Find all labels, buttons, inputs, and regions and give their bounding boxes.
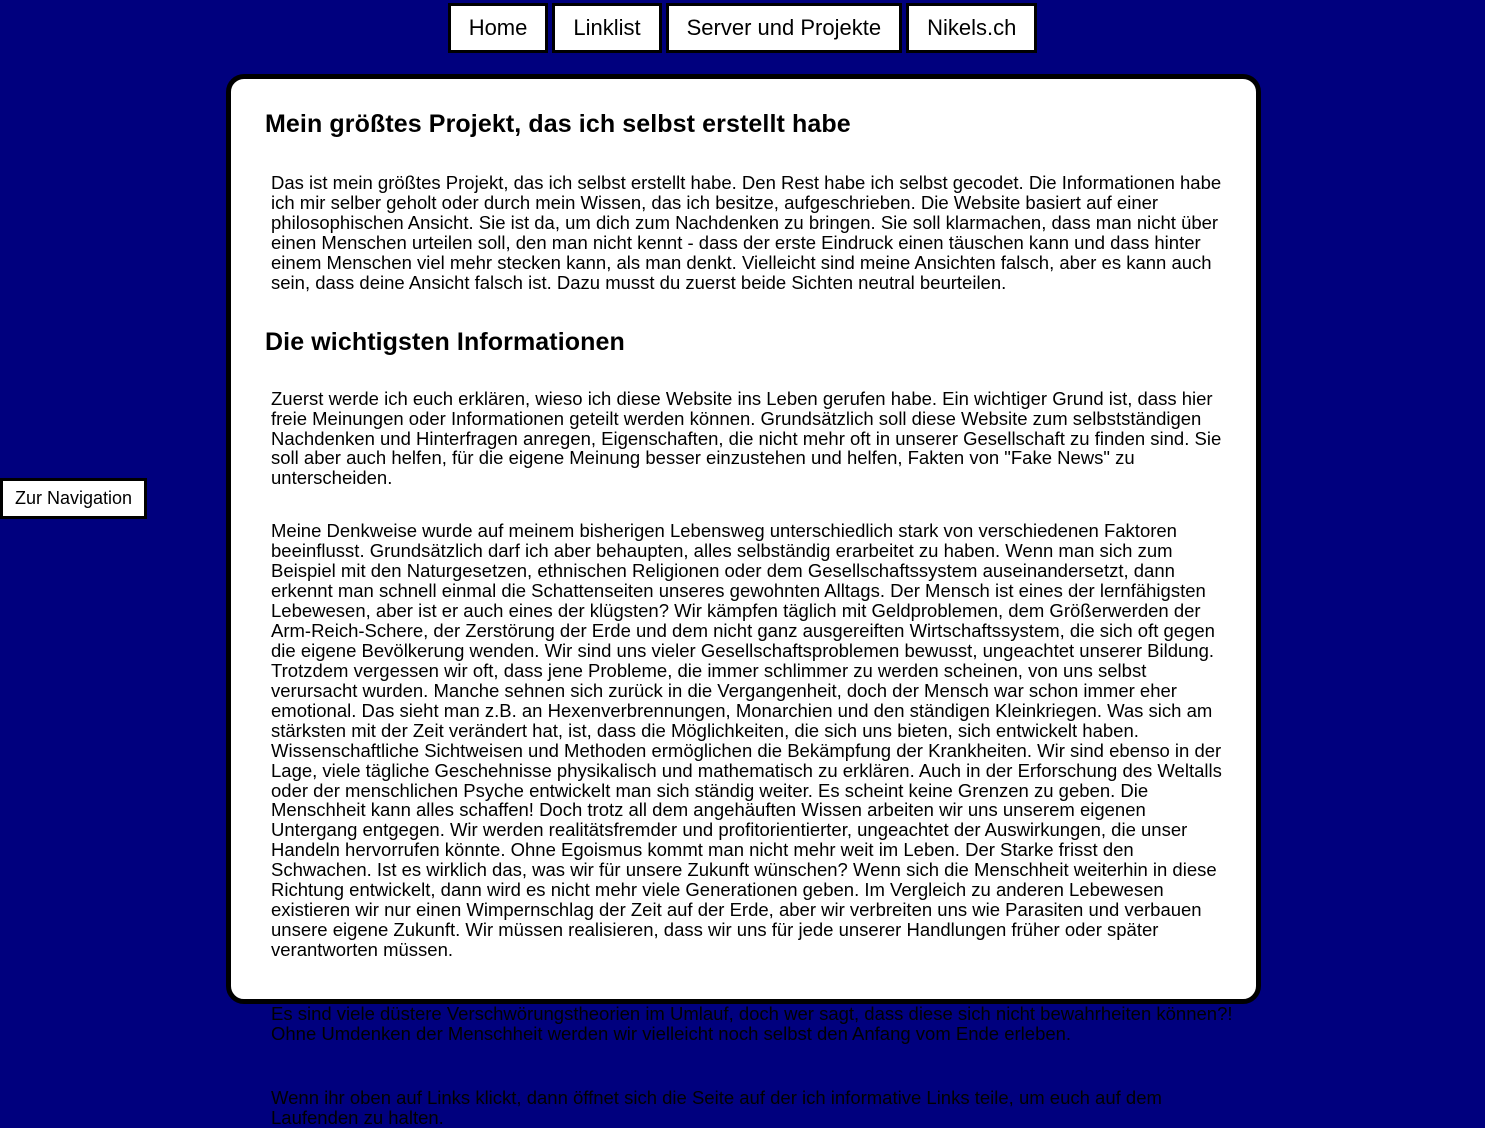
paragraph-1: Zuerst werde ich euch erklären, wieso ich diese Website ins Leben gerufen habe. Ein wichtiger Grund ist, dass hier freie Meinungen oder Informationen geteilt werden können. Grundsätzlich soll diese Website zum selbstständigen Nachdenken und Hinterfragen anregen, Eigenschaften, die nicht mehr oft in unserer Gesellschaft zu finden sind. Sie soll aber auch helfen, für die eigene Meinung besser einzustehen und helfen, Fakten von "Fake News" zu unterscheiden. <box>271 387 1222 489</box>
spacer <box>253 1044 1234 1088</box>
page-title: Mein größtes Projekt, das ich selbst erstellt habe <box>265 110 851 138</box>
spacer <box>253 357 1234 389</box>
nav-item-label: Linklist <box>573 14 641 40</box>
spacer <box>253 960 1234 1004</box>
paragraph-3: Es sind viele düstere Verschwörungstheorien im Umlauf, doch wer sagt, dass diese sich nicht bewahrheiten können?! Ohne Umdenken der Menschheit werden wir vielleicht noch selbst den Anfang vom Ende erleben. <box>271 1002 1233 1044</box>
content-card-inner <box>253 109 1234 1128</box>
spacer <box>253 488 1234 521</box>
paragraph-4: Wenn ihr oben auf Links klickt, dann öffnet sich die Seite auf der ich informative Links teile, um euch auf dem Laufenden zu halten. <box>271 1086 1162 1128</box>
nav-item-home[interactable] <box>448 3 549 53</box>
nav-item-label: Home <box>468 14 528 40</box>
paragraph-2: Meine Denkweise wurde auf meinem bisherigen Lebensweg unterschiedlich stark von verschiedenen Faktoren beeinflusst. Grundsätzlich darf ich aber behaupten, alles selbständig erarbeitet zu haben. Wenn man sich zum Beispiel mit den Naturgesetzen, ethnischen Religionen oder dem Gesellschaftssystem auseinandersetzt, dann erkennt man schnell einmal die Schattenseiten unseres gewohnten Alltags. Der Mensch ist eines der lernfähigsten Lebewesen, aber ist er auch eines der klügsten? Wir kämpfen täglich mit Geldproblemen, dem Größerwerden der Arm-Reich-Schere, der Zerstörung der Erde und dem nicht ganz ausgereiften Wirtschaftssystem, die sich oft gegen die eigene Bevölkerung wenden. Wir sind uns vieler Gesellschaftsproblemen bewusst, ungeachtet unserer Bildung. Trotzdem vergessen wir oft, dass jene Probleme, die immer schlimmer zu werden scheinen, von uns selbst verursacht wurden. Manche sehnen sich zurück in die Vergangenheit, doch der Mensch war schon immer eher emotional. Das sieht man z.B. an Hexenverbrennungen, Monarchien und den ständigen Kleinkriegen. Was sich am stärksten mit der Zeit verändert hat, ist, dass die Möglichkeiten, die sich uns bieten, sich entwickelt haben. Wissenschaftliche Sichtweisen und Methoden ermöglichen die Bekämpfung der Krankheiten. Wir sind ebenso in der Lage, viele tägliche Geschehnisse physikalisch und mathematisch zu erklären. Auch in der Erforschung des Weltalls oder der menschlichen Psyche entwickelt man sich ständig weiter. Es scheint keine Grenzen zu geben. Die Menschheit kann alles schaffen! Doch trotz all dem angehäuften Wissen arbeiten wir uns unserem eigenen Untergang entgegen. Wir werden realitätsfremder und profitorientierter, ungeachtet der Auswirkungen, die unser Handeln hervorrufen könnte. Ohne Egoismus kommt man nicht mehr weit im Leben. Der Starke frisst den Schwachen. Ist es wirklich das, was wir für unsere Zukunft wünschen? Wenn sich die Menschheit weiterhin in diese Richtung entwickelt, dann wird es nicht mehr viele Generationen geben. Im Vergleich zu anderen Lebewesen existieren wir nur einen Wimpernschlag der Zeit auf der Erde, aber wir verbreiten uns wie Parasiten und verbauen unsere eigene Zukunft. Wir müssen realisieren, dass wir uns für jede unserer Handlungen früher oder später verantworten müssen. <box>271 520 1222 960</box>
nav-item-linklist[interactable] <box>552 3 661 53</box>
nav-item-label: Nikels.ch <box>927 14 1017 40</box>
main-navigation <box>0 3 1485 53</box>
zur-navigation-label: Zur Navigation <box>15 488 133 508</box>
nav-item-nikels-ch[interactable] <box>906 3 1037 53</box>
nav-item-server-und-projekte[interactable] <box>666 3 902 53</box>
content-card <box>226 74 1261 1128</box>
intro-paragraph: Das ist mein größtes Projekt, das ich selbst erstellt habe. Den Rest habe ich selbst gecodet. Die Informationen habe ich mir selber geholt oder durch mein Wissen, das ich besitze, aufgeschrieben. Die Website basiert auf einer philosophischen Ansicht. Sie ist da, um dich zum Nachdenken zu bringen. Sie soll klarmachen, dass man nicht über einen Menschen urteilen soll, den man nicht kennt - dass der erste Eindruck einen täuschen kann und dass hinter einem Menschen viel mehr stecken kann, als man denkt. Vielleicht sind meine Ansichten falsch, aber es kann auch sein, dass deine Ansicht falsch ist. Dazu musst du zuerst beide Sichten neutral beurteilen. <box>271 172 1222 293</box>
section-title: Die wichtigsten Informationen <box>265 327 625 356</box>
spacer <box>253 139 1234 173</box>
zur-navigation-button[interactable] <box>0 478 147 519</box>
nav-item-label: Server und Projekte <box>686 14 882 40</box>
